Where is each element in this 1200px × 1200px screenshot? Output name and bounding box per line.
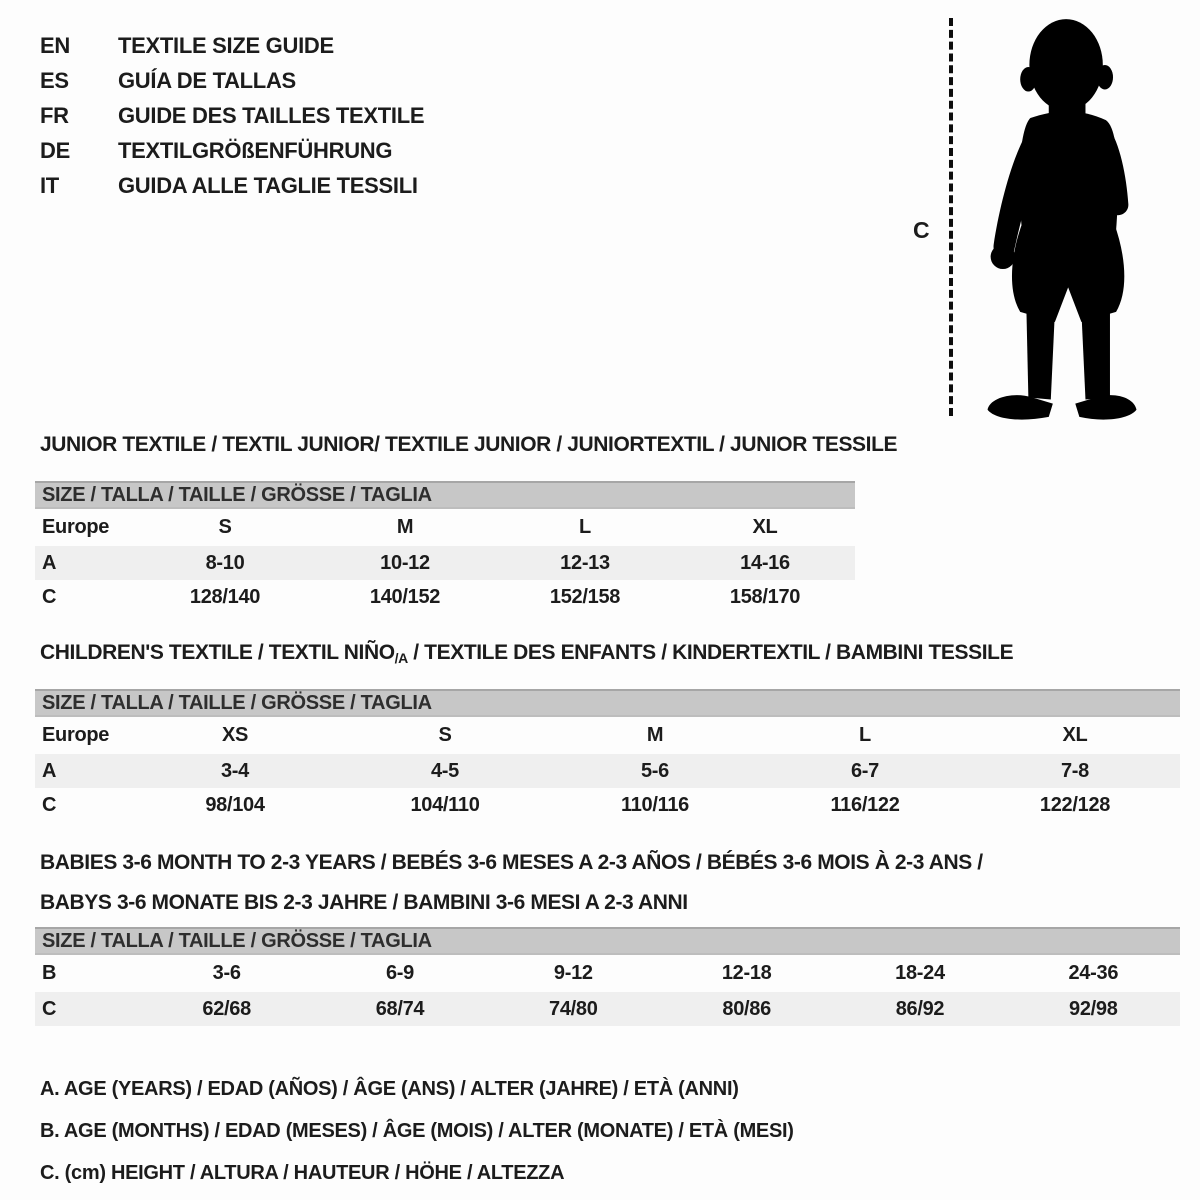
size-value: 122/128	[1039, 793, 1111, 816]
children-title-sub: /A	[394, 650, 408, 666]
size-value: XL	[752, 516, 778, 538]
junior-section-title: JUNIOR TEXTILE / TEXTIL JUNIOR/ TEXTILE JUNIOR / JUNIORTEXTIL / JUNIOR TESSILE	[40, 433, 898, 456]
children-section-title	[40, 641, 1013, 666]
size-figure	[905, 12, 1165, 427]
size-value: 152/158	[549, 585, 621, 608]
size-value: 10-12	[380, 551, 430, 574]
size-row	[35, 717, 1180, 754]
size-value: 158/170	[729, 585, 801, 608]
language-code: EN	[40, 32, 70, 58]
size-value: 80/86	[722, 997, 771, 1020]
row-label: Europe	[42, 724, 110, 746]
size-value: L	[859, 724, 871, 746]
junior-size-table	[35, 481, 855, 614]
row-label: Europe	[42, 516, 110, 538]
language-row	[40, 133, 424, 168]
size-value: 12-13	[560, 551, 610, 574]
language-label: TEXTILE SIZE GUIDE	[118, 32, 334, 58]
babies-title-line: BABIES 3-6 MONTH TO 2-3 YEARS / BEBÉS 3-6 MESES A 2-3 AÑOS / BÉBÉS 3-6 MOIS À 2-3 ANS /	[40, 851, 983, 874]
size-value: 104/110	[410, 793, 480, 816]
size-value: 6-7	[850, 759, 879, 782]
language-code: ES	[40, 67, 69, 93]
size-row	[35, 955, 1180, 992]
size-value: 74/80	[549, 997, 598, 1020]
table-header: SIZE / TALLA / TAILLE / GRÖSSE / TAGLIA	[35, 927, 1180, 955]
language-label: GUÍA DE TALLAS	[118, 67, 296, 93]
size-row	[35, 788, 1180, 822]
language-label: GUIDE DES TAILLES TEXTILE	[118, 102, 425, 128]
size-value: 128/140	[189, 585, 261, 608]
size-value: 86/92	[895, 997, 945, 1020]
legend-line-a: A. AGE (YEARS) / EDAD (AÑOS) / ÂGE (ANS) / ALTER (JAHRE) / ETÀ (ANNI)	[40, 1078, 739, 1100]
row-label: C	[42, 585, 57, 608]
size-value: 62/68	[202, 997, 251, 1020]
measure-legend	[40, 1068, 794, 1194]
size-value: 24-36	[1068, 962, 1119, 984]
babies-title-line: BABYS 3-6 MONATE BIS 2-3 JAHRE / BAMBINI 3-6 MESI A 2-3 ANNI	[40, 891, 688, 914]
children-title-text: CHILDREN'S TEXTILE / TEXTIL NIÑO	[40, 641, 395, 664]
size-value: 98/104	[205, 793, 265, 816]
size-value: 8-10	[205, 551, 245, 574]
size-row	[35, 509, 855, 546]
row-label: C	[42, 793, 57, 816]
size-value: S	[438, 724, 452, 746]
row-label: A	[42, 759, 57, 782]
size-value: 116/122	[830, 793, 900, 816]
row-label: A	[42, 551, 57, 574]
language-row	[40, 168, 424, 203]
size-value: M	[646, 724, 664, 746]
size-value: 92/98	[1069, 997, 1118, 1020]
children-title-text: / TEXTILE DES ENFANTS / KINDERTEXTIL / BAMBINI TESSILE	[407, 641, 1014, 664]
size-value: 7-8	[1060, 759, 1089, 782]
figure-height-label: C	[913, 217, 930, 243]
children-size-table	[35, 689, 1180, 822]
toddler-silhouette-icon	[963, 14, 1159, 422]
size-value: 3-4	[220, 759, 249, 782]
size-value: 6-9	[385, 962, 414, 984]
size-value: 4-5	[430, 759, 459, 782]
size-value: 12-18	[721, 962, 772, 984]
size-value: 5-6	[640, 759, 669, 782]
size-value: XS	[221, 724, 249, 746]
row-label: B	[42, 962, 57, 984]
size-row	[35, 992, 1180, 1026]
size-value: 9-12	[553, 962, 593, 984]
language-code: FR	[40, 102, 69, 128]
size-value: 140/152	[369, 585, 441, 608]
babies-size-table	[35, 927, 1180, 1026]
size-value: M	[396, 516, 414, 538]
language-label: TEXTILGRÖßENFÜHRUNG	[118, 137, 393, 163]
babies-section-title	[40, 843, 983, 923]
language-code: IT	[40, 172, 59, 198]
language-list	[40, 28, 424, 203]
size-value: XL	[1062, 724, 1088, 746]
height-measure-line	[949, 18, 953, 416]
size-value: 68/74	[375, 997, 425, 1020]
language-code: DE	[40, 137, 70, 163]
size-row	[35, 546, 855, 580]
size-value: 14-16	[740, 551, 790, 574]
language-row	[40, 63, 424, 98]
table-header: SIZE / TALLA / TAILLE / GRÖSSE / TAGLIA	[35, 481, 855, 509]
language-row	[40, 28, 424, 63]
size-row	[35, 754, 1180, 788]
size-value: S	[218, 516, 232, 538]
size-value: 18-24	[895, 962, 945, 984]
language-row	[40, 98, 424, 133]
size-value: 110/116	[621, 793, 689, 816]
size-value: 3-6	[212, 962, 241, 984]
row-label: C	[42, 997, 57, 1020]
size-value: L	[579, 516, 591, 538]
legend-line-c: C. (cm) HEIGHT / ALTURA / HAUTEUR / HÖHE / ALTEZZA	[40, 1162, 565, 1184]
legend-line-b: B. AGE (MONTHS) / EDAD (MESES) / ÂGE (MOIS) / ALTER (MONATE) / ETÀ (MESI)	[40, 1120, 794, 1142]
language-label: GUIDA ALLE TAGLIE TESSILI	[118, 172, 418, 198]
size-row	[35, 580, 855, 614]
table-header: SIZE / TALLA / TAILLE / GRÖSSE / TAGLIA	[35, 689, 1180, 717]
